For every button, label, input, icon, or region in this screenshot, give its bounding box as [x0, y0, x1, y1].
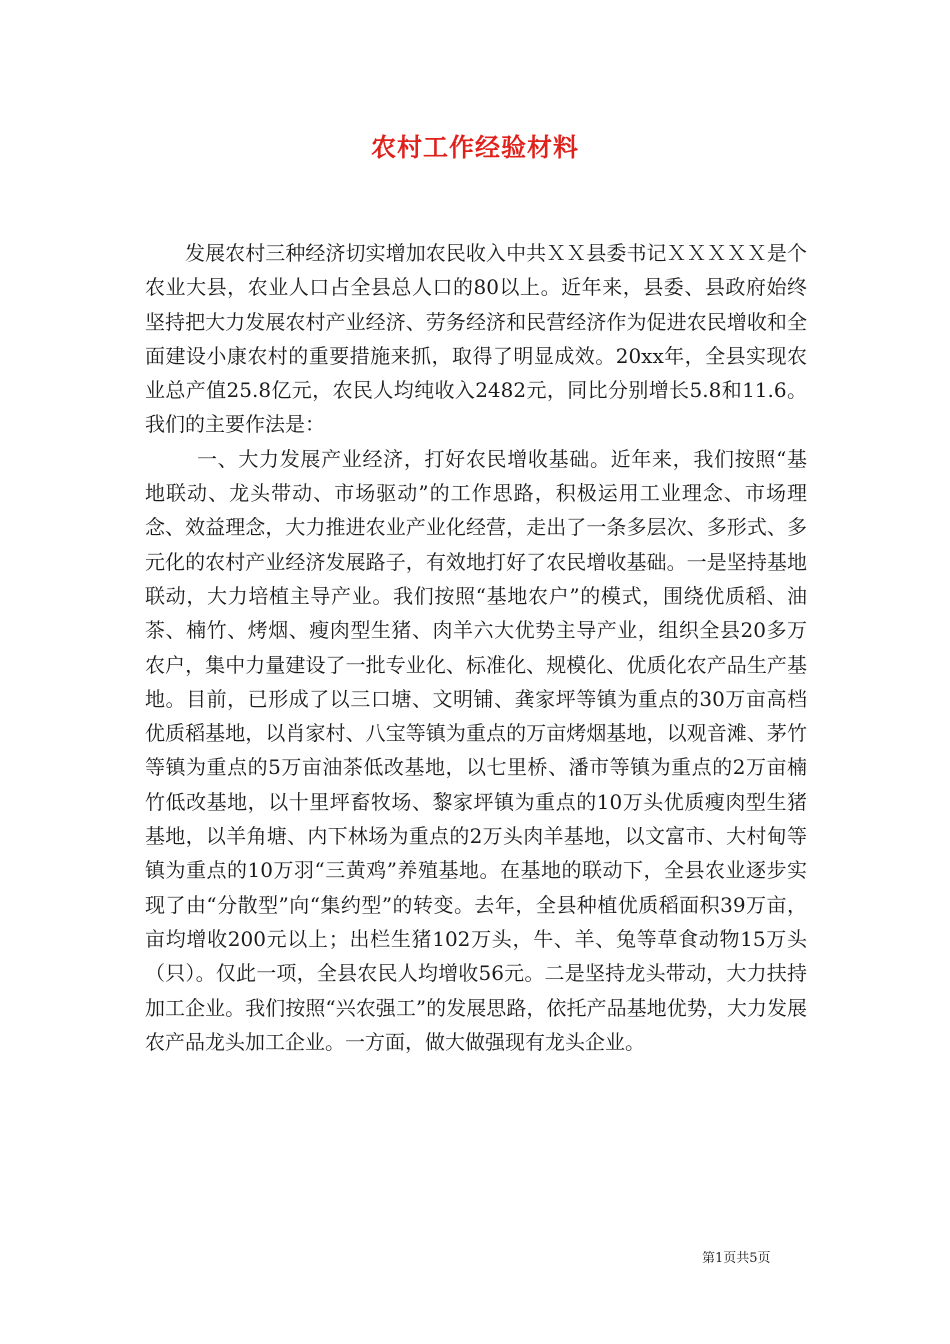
- document-body: [145, 236, 807, 1059]
- paragraph-intro: 发展农村三种经济切实增加农民收入中共ＸＸ县委书记ＸＸＸＸＸ是个农业大县，农业人口占全县总人口的80以上。近年来，县委、县政府始终坚持把大力发展农村产业经济、劳务经济和民营经济作为促进农民增收和全面建设小康农村的重要措施来抓，取得了明显成效。20xx年，全县实现农业总产值25.8亿元，农民人均纯收入2482元，同比分别增长5.8和11.6。我们的主要作法是：: [145, 241, 807, 437]
- paragraph-section-one: 一、大力发展产业经济，打好农民增收基础。近年来，我们按照“基地联动、龙头带动、市场驱动”的工作思路，积极运用工业理念、市场理念、效益理念，大力推进农业产业化经营，走出了一条多层次、多形式、多元化的农村产业经济发展路子，有效地打好了农民增收基础。一是坚持基地联动，大力培植主导产业。我们按照“基地农户”的模式，围绕优质稻、油茶、楠竹、烤烟、瘦肉型生猪、肉羊六大优势主导产业，组织全县20多万农户，集中力量建设了一批专业化、标准化、规模化、优质化农产品生产基地。目前，已形成了以三口塘、文明铺、龚家坪等镇为重点的30万亩高档优质稻基地，以肖家村、八宝等镇为重点的万亩烤烟基地，以观音滩、茅竹等镇为重点的5万亩油茶低改基地，以七里桥、潘市等镇为重点的2万亩楠竹低改基地，以十里坪畜牧场、黎家坪镇为重点的10万头优质瘦肉型生猪基地，以羊角塘、内下林场为重点的2万头肉羊基地，以文富市、大村甸等镇为重点的10万羽“三黄鸡”养殖基地。在基地的联动下，全县农业逐步实现了由“分散型”向“集约型”的转变。去年，全县种植优质稻面积39万亩，亩均增收200元以上；出栏生猪102万头，牛、羊、兔等草食动物15万头（只）。仅此一项，全县农民人均增收56元。二是坚持龙头带动，大力扶持加工企业。我们按照“兴农强工”的发展思路，依托产品基地优势，大力发展农产品龙头加工企业。一方面，做大做强现有龙头企业。: [145, 446, 807, 1054]
- page-number-footer: 第1页共5页: [702, 1251, 771, 1266]
- document-title: 农村工作经验材料: [370, 133, 579, 162]
